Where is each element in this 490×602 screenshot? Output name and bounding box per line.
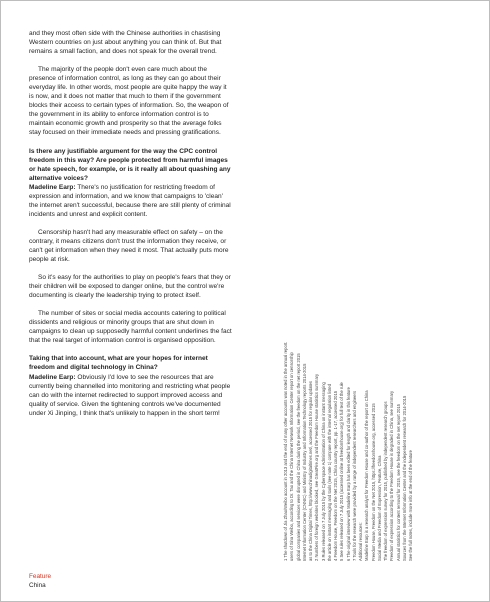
interview-question: Taking that into account, what are your hopes for internet freedom and digital technology in China? <box>29 355 208 372</box>
footnote-line: Internet Information Center (CNNIC) and Ministry of Industry and Information Technology reports 2014-2015 <box>301 363 307 561</box>
footnote-line: 2 Numbers of foreign websites blocked, see GreatFire.org and the Freedom House statistics summary <box>314 373 320 561</box>
paragraph-1: and they most often side with the Chinese authorities in chastising Western countries on just about anything you can think of. But that remains a small faction, and does not speak for the overall trend. <box>29 30 222 56</box>
rotated-footnotes <box>283 283 455 561</box>
speaker-name: Madeline Earp: <box>29 183 76 191</box>
interview-answer: There's no justification for restricting freedom of expression and information, and we know that campaigns to 'clean' the internet aren't successful, because there are still plenty of criminal incidents and unrest and explicit content. <box>29 183 231 218</box>
footnote-line: as to the China Digital Times, http://www.chinadigitaltimes.net/, accessed 2015 for regular updates <box>308 381 313 561</box>
footnote-line: the article on instant messaging and tools (see note 1) compare with the internal regulation listed <box>326 384 332 561</box>
footnote-line: Social Media and Freedom of Expression, Feature, China <box>376 455 382 561</box>
footnote-line: Freedom House, Freedom on the Net 2015, https://freedomhouse.org, accessed 2015 <box>370 403 376 561</box>
footnote-line: Additional resources: <box>358 522 363 561</box>
footnote-line: Sources from the Internet Information Center and the independent research for 2014-2015 <box>401 395 407 561</box>
paragraph-6: The number of sites or social media accounts catering to political dissidents and religious or minority groups that are shut down in campaigns to clean up supposedly harmful content underlines the fact that the real target of information control is organised opposition. <box>29 310 232 345</box>
speaker-name: Madeline Earp: <box>29 373 76 381</box>
footnote-line: 6 The original interview with Madeline Earp has been edited for length and clarity in this feature <box>345 387 351 561</box>
article-body <box>29 29 233 427</box>
interview-question: Is there any justifiable argument for the way the CPC control freedom in this way? Are people protected from harmful images or hate speech, for example, or is it really all about quashing any alternative voices? <box>29 147 231 182</box>
footnote-line: Annual statistics for content removal for 2015, see the freedom on the net report 2015 <box>395 404 401 561</box>
footnote-line: 1 The shutdown of Jia Zhao/Weibo account in 2013 and the end of many other accounts was noted in the annual report. <box>283 341 288 561</box>
footnote-line: 7 Tools for the research were provided by a range of independent researchers and engineers <box>351 390 357 561</box>
qa-block-2 <box>29 354 233 417</box>
paragraph-2: The majority of the people don't even care much about the presence of information control, as long as they can go about their everyday life. In other words, most people are quite happy the way it is now, and it does not matter that much to them if the government blocks their access to certain types of information. So, the weapon of the government in its ability to enforce information control is to maintain economic growth and prosperity so that the average folks stay focused on their immediate needs and pressing gratifications. <box>29 66 229 137</box>
footnote-line: Madeline Earp is a research analyst for Freedom House and co-author of the report on China <box>364 390 370 561</box>
footnote-line: 3 Rules released on 7 July 2015 by the Cyberspace Administration of China on instant messaging <box>320 382 326 561</box>
section-label: Feature <box>29 573 52 580</box>
interview-answer: Obviously I'd love to see the resources that are currently being channelled into monitoring and restricting what people can do with the internet redirected to support improved access and quality of service. Given the tightening controls we've documented under Xi Jinping, I think that's unlikely to happen in the short term! <box>29 373 231 417</box>
footnote-line: The freedom of expression survey for 2015, published by independent research groups <box>383 401 388 561</box>
paragraph-5: So it's easy for the authorities to play on people's fears that they or their children will be exposed to danger online, but the control we're documenting is clearly the leadership trying to protect itself. <box>29 274 231 300</box>
footnote-line: 5 See rules released on 7 July 2015 (accessed online at freedomhouse.org) for full text of the rule <box>339 382 345 561</box>
footnote-line: global companies and services were disrupted in China during the period, see the freedom on the net report 2015 <box>295 353 301 561</box>
qa-block-1 <box>29 147 233 219</box>
footnote-line: Freedom of expression according to the Freedom House is degraded in China, see summary <box>389 390 395 561</box>
paragraph-4: Censorship hasn't had any measurable effect on safety – on the contrary, it means citizens don't trust the information they receive, or can't get information when they need it most. That actually puts more people at risk. <box>29 228 229 264</box>
footnote-line: See the full notes, include more info at the end of the feature <box>408 450 413 561</box>
footnote-line: users of Sina Weibo, according to Dr. Tao and the China Internet Network Information Center report on censorship <box>289 352 295 561</box>
footnote-line: 4 Freedom House, Freedom on the Net 2015, China country report, pp. 1-17, accessed 2015 <box>333 390 338 561</box>
region-label: China <box>29 581 46 589</box>
page-footer <box>29 573 51 590</box>
